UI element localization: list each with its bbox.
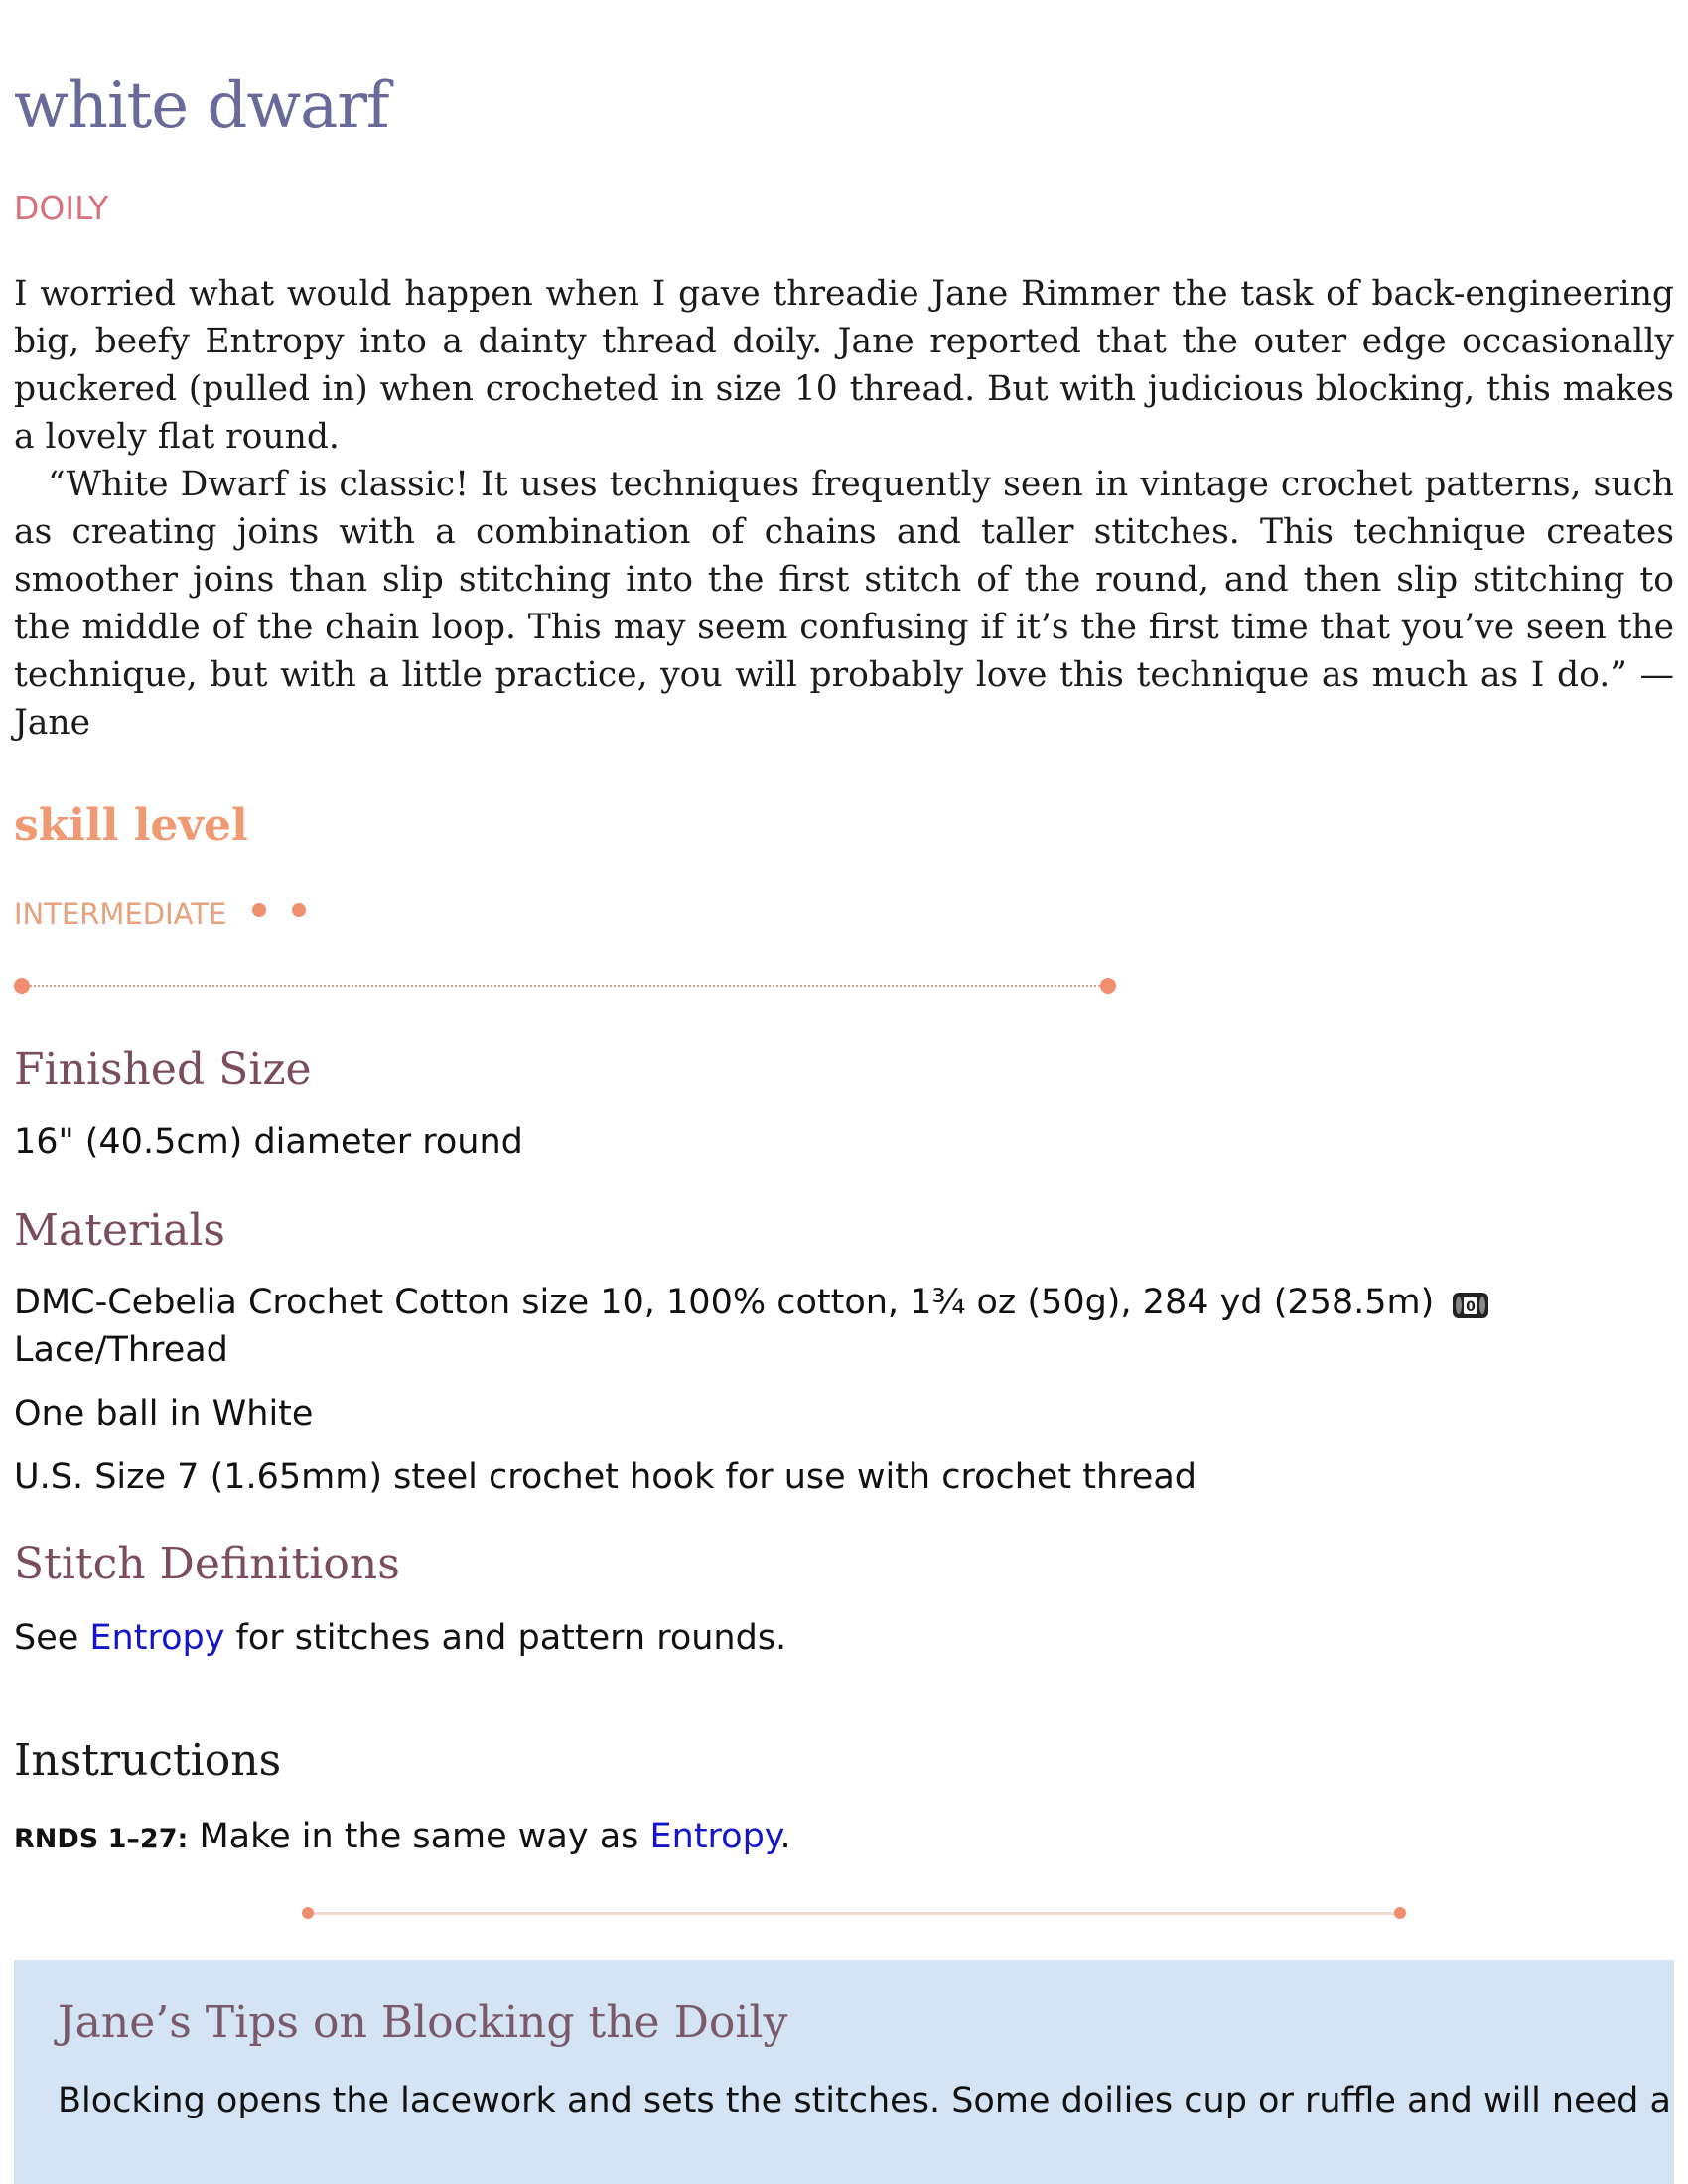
stitch-definitions-heading: Stitch Definitions bbox=[14, 1539, 400, 1589]
tips-body: Blocking opens the lacework and sets the stitches. Some doilies cup or ruffle and will need a bbox=[58, 2081, 1671, 2120]
divider-dot-icon bbox=[1394, 1907, 1406, 1919]
materials-heading: Materials bbox=[14, 1205, 225, 1256]
divider-dot-icon bbox=[14, 978, 30, 994]
divider-dot-icon bbox=[302, 1907, 314, 1919]
yarn-weight-number: 0 bbox=[1466, 1299, 1477, 1315]
instructions-heading: Instructions bbox=[14, 1735, 282, 1786]
materials-thread-weight: Lace/Thread bbox=[14, 1330, 228, 1370]
intro-paragraph-1: I worried what would happen when I gave threadie Jane Rimmer the task of back-engineering big, beefy Entropy into a dainty thread doily. Jane reported that the outer edge occasionally puckered (pulled in) when crocheted in size 10 thread. But with judicious blocking, this makes a lovely flat round. bbox=[14, 274, 1674, 457]
materials-line-2: One ball in White bbox=[14, 1394, 314, 1433]
divider-line bbox=[22, 985, 1108, 987]
instructions-suffix: . bbox=[779, 1817, 791, 1856]
intro-paragraph-2: “White Dwarf is classic! It uses techniques frequently seen in vintage crochet patterns, such as creating joins with a combination of chains and taller stitches. This technique creates smoother joins than slip stitching into the first stitch of the round, and then slip stitching to the middle of the chain loop. This may seem confusing if it’s the first time that you’ve seen the technique, but with a little practice, you will probably love this technique as much as I do.” —Jane bbox=[14, 465, 1674, 743]
entropy-link[interactable]: Entropy bbox=[649, 1817, 780, 1856]
tips-box bbox=[14, 1960, 1674, 2184]
finished-size-text: 16" (40.5cm) diameter round bbox=[14, 1122, 523, 1161]
pattern-title: white dwarf bbox=[14, 69, 389, 143]
section-divider bbox=[302, 1906, 1406, 1922]
skill-level-label: INTERMEDIATE bbox=[14, 897, 227, 931]
stitch-definitions-prefix: See bbox=[14, 1618, 90, 1658]
stitch-definitions-text bbox=[14, 1614, 786, 1662]
divider-line bbox=[310, 1912, 1398, 1915]
rounds-label: RNDS 1–27: bbox=[14, 1824, 189, 1854]
entropy-link[interactable]: Entropy bbox=[89, 1618, 225, 1658]
section-divider bbox=[14, 978, 1116, 994]
tips-title: Jane’s Tips on Blocking the Doily bbox=[58, 1997, 788, 2048]
divider-dot-icon bbox=[1100, 978, 1116, 994]
skill-dot-icon bbox=[252, 903, 266, 917]
stitch-definitions-suffix: for stitches and pattern rounds. bbox=[224, 1618, 787, 1658]
skill-level-heading: skill level bbox=[14, 800, 248, 851]
materials-line-3: U.S. Size 7 (1.65mm) steel crochet hook for use with crochet thread bbox=[14, 1457, 1197, 1497]
skill-dot-icon bbox=[292, 903, 306, 917]
skill-level-row bbox=[14, 897, 306, 931]
finished-size-heading: Finished Size bbox=[14, 1044, 312, 1095]
intro-text bbox=[14, 270, 1674, 747]
pattern-subtitle: DOILY bbox=[14, 189, 109, 227]
instructions-round-text bbox=[14, 1813, 791, 1863]
instructions-text: Make in the same way as bbox=[188, 1817, 650, 1856]
materials-thread-text: DMC-Cebelia Crochet Cotton size 10, 100% cotton, 1¾ oz (50g), 284 yd (258.5m) bbox=[14, 1283, 1435, 1322]
materials-line-1 bbox=[14, 1279, 1490, 1374]
yarn-weight-icon bbox=[1451, 1291, 1490, 1320]
